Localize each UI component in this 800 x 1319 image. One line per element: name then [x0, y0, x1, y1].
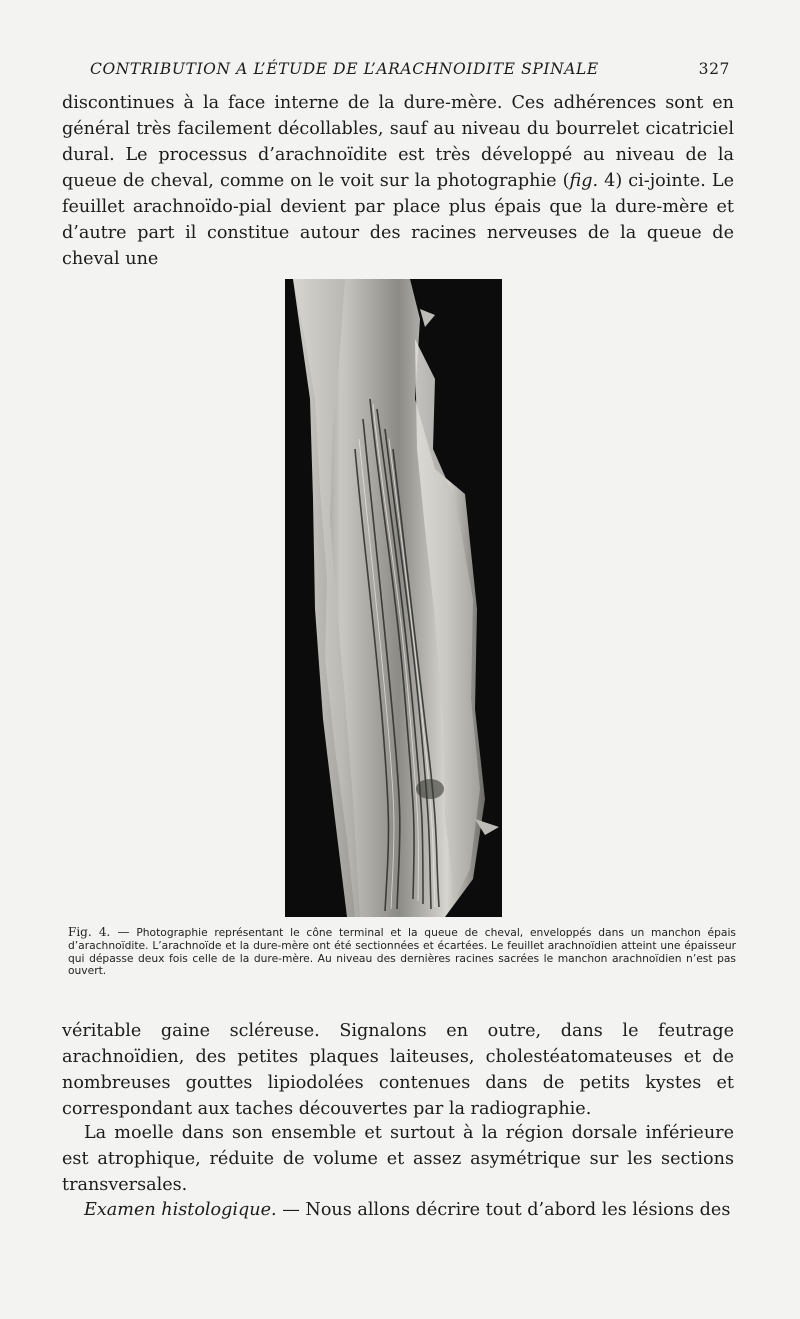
figure-photograph	[285, 279, 502, 917]
paragraph-3	[62, 1120, 734, 1198]
paragraph-1	[62, 90, 734, 272]
cauda-equina-photo	[285, 279, 502, 917]
paragraph-1-text-after: 4) ci-jointe. Le feuillet arachnoïdo-pial devient par place plus épais que la dure-mère et d’autre part il constitue autour des racines nerveuses de la queue de cheval une	[62, 171, 734, 269]
figure-caption-text: Photographie représentant le cône terminal et la queue de cheval, enveloppés dans un manchon épais d’arachnoïdite. L’arachnoïde et la dure-mère ont été sectionnées et écartées. Le feuillet arachnoïdien atteint une épaisseur qui dépasse deux fois celle de la dure-mère. Au niveau des dernières racines sacrées le manchon arachnoïdien n’est pas ouvert.	[68, 926, 736, 978]
paragraph-4-text: — Nous allons décrire tout d’abord les lésions des	[276, 1200, 731, 1220]
paragraph-4	[62, 1197, 734, 1223]
paragraph-2	[62, 1018, 734, 1122]
figure-reference: fig.	[569, 171, 599, 191]
figure-label: Fig. 4. —	[68, 925, 130, 939]
paragraph-1-text-before: discontinues à la face interne de la dure-mère. Ces adhérences sont en général très facilement décollables, sauf au niveau du bourrelet cicatriciel dural. Le processus d’arachnoïdite est très développé au niveau de la queue de cheval, comme on le voit sur la photographie (	[62, 93, 734, 191]
page-number: 327	[698, 60, 730, 78]
paragraph-3-text: La moelle dans son ensemble et surtout à la région dorsale inférieure est atrophique, réduite de volume et assez asymétrique sur les sections transversales.	[62, 1123, 734, 1195]
running-head-title: CONTRIBUTION A L’ÉTUDE DE L’ARACHNOIDITE SPINALE	[90, 60, 599, 78]
section-heading: Examen histologique.	[84, 1200, 277, 1220]
paragraph-2-text: véritable gaine scléreuse. Signalons en outre, dans le feutrage arachnoïdien, des petites plaques laiteuses, cholestéatomateuses et de nombreuses gouttes lipiodolées contenues dans de petits kystes et correspondant aux taches découvertes par la radiographie.	[62, 1021, 734, 1119]
figure-caption	[68, 926, 736, 978]
